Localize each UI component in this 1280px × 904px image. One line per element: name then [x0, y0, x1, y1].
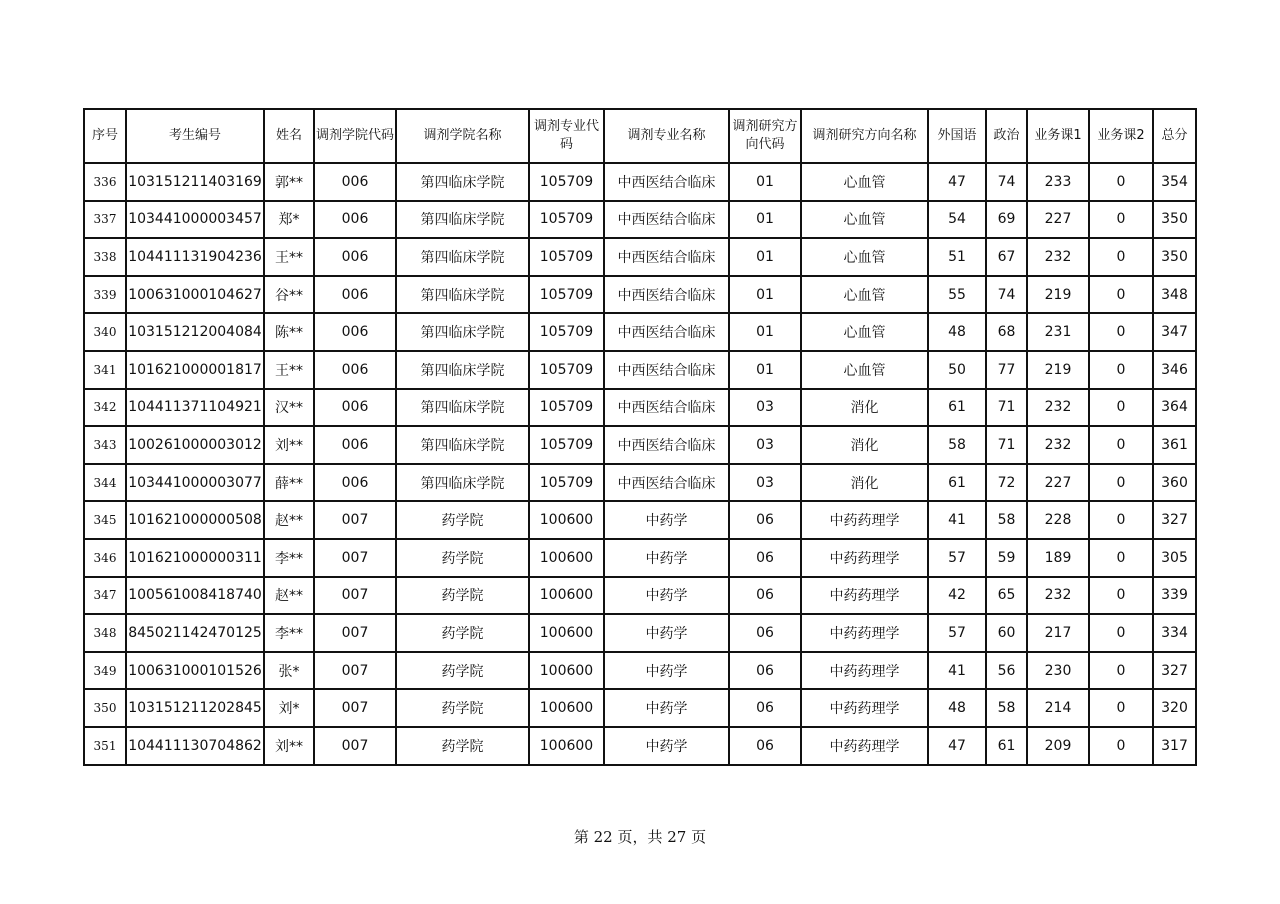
cell-politics: 68 — [986, 313, 1027, 351]
cell-college-code: 006 — [314, 426, 396, 464]
cell-direction-name: 中药药理学 — [801, 614, 928, 652]
cell-foreign-lang: 57 — [928, 539, 986, 577]
cell-name: 刘** — [264, 727, 314, 765]
cell-college-code: 007 — [314, 539, 396, 577]
cell-course1: 227 — [1027, 464, 1089, 502]
cell-foreign-lang: 55 — [928, 276, 986, 314]
cell-course1: 227 — [1027, 201, 1089, 239]
cell-major-name: 中西医结合临床 — [604, 238, 729, 276]
cell-college-name: 药学院 — [396, 501, 529, 539]
cell-course2: 0 — [1089, 501, 1153, 539]
cell-direction-name: 中药药理学 — [801, 652, 928, 690]
cell-exam-id: 104411371104921 — [126, 389, 264, 427]
cell-major-code: 100600 — [529, 689, 604, 727]
cell-direction-code: 06 — [729, 652, 801, 690]
cell-seq: 349 — [84, 652, 126, 690]
header-total: 总分 — [1153, 109, 1196, 163]
table-row — [84, 163, 1196, 201]
cell-major-code: 105709 — [529, 163, 604, 201]
cell-college-name: 药学院 — [396, 689, 529, 727]
cell-total: 334 — [1153, 614, 1196, 652]
cell-major-name: 中药学 — [604, 577, 729, 615]
header-direction-code: 调剂研究方向代码 — [729, 109, 801, 163]
cell-major-name: 中西医结合临床 — [604, 426, 729, 464]
cell-name: 李** — [264, 539, 314, 577]
cell-major-code: 105709 — [529, 276, 604, 314]
cell-exam-id: 103151211202845 — [126, 689, 264, 727]
cell-course1: 189 — [1027, 539, 1089, 577]
cell-politics: 59 — [986, 539, 1027, 577]
cell-seq: 344 — [84, 464, 126, 502]
cell-course1: 232 — [1027, 577, 1089, 615]
cell-seq: 341 — [84, 351, 126, 389]
header-college-code: 调剂学院代码 — [314, 109, 396, 163]
cell-foreign-lang: 61 — [928, 389, 986, 427]
cell-foreign-lang: 51 — [928, 238, 986, 276]
cell-college-name: 第四临床学院 — [396, 464, 529, 502]
cell-direction-name: 中药药理学 — [801, 577, 928, 615]
cell-total: 317 — [1153, 727, 1196, 765]
header-direction-name: 调剂研究方向名称 — [801, 109, 928, 163]
cell-direction-code: 06 — [729, 539, 801, 577]
cell-college-name: 药学院 — [396, 614, 529, 652]
cell-direction-code: 06 — [729, 727, 801, 765]
cell-major-code: 100600 — [529, 614, 604, 652]
cell-college-name: 第四临床学院 — [396, 313, 529, 351]
cell-seq: 340 — [84, 313, 126, 351]
cell-seq: 343 — [84, 426, 126, 464]
cell-course2: 0 — [1089, 313, 1153, 351]
cell-total: 350 — [1153, 238, 1196, 276]
cell-course2: 0 — [1089, 689, 1153, 727]
cell-major-name: 中药学 — [604, 501, 729, 539]
table-row — [84, 501, 1196, 539]
cell-politics: 56 — [986, 652, 1027, 690]
cell-direction-code: 06 — [729, 689, 801, 727]
table-row — [84, 539, 1196, 577]
cell-foreign-lang: 41 — [928, 501, 986, 539]
cell-major-code: 100600 — [529, 652, 604, 690]
header-major-name: 调剂专业名称 — [604, 109, 729, 163]
cell-major-name: 中药学 — [604, 652, 729, 690]
cell-college-name: 药学院 — [396, 577, 529, 615]
cell-name: 王** — [264, 351, 314, 389]
cell-direction-code: 06 — [729, 614, 801, 652]
cell-direction-code: 03 — [729, 389, 801, 427]
cell-seq: 351 — [84, 727, 126, 765]
cell-total: 339 — [1153, 577, 1196, 615]
cell-politics: 58 — [986, 501, 1027, 539]
cell-major-code: 100600 — [529, 539, 604, 577]
cell-college-name: 药学院 — [396, 652, 529, 690]
table-row — [84, 577, 1196, 615]
table-row — [84, 389, 1196, 427]
cell-direction-name: 心血管 — [801, 201, 928, 239]
cell-exam-id: 845021142470125 — [126, 614, 264, 652]
table-row — [84, 201, 1196, 239]
cell-course2: 0 — [1089, 238, 1153, 276]
cell-name: 薛** — [264, 464, 314, 502]
cell-direction-code: 03 — [729, 426, 801, 464]
cell-college-code: 007 — [314, 652, 396, 690]
cell-direction-name: 消化 — [801, 464, 928, 502]
cell-total: 346 — [1153, 351, 1196, 389]
cell-seq: 350 — [84, 689, 126, 727]
cell-major-name: 中药学 — [604, 689, 729, 727]
cell-major-name: 中西医结合临床 — [604, 351, 729, 389]
cell-direction-name: 消化 — [801, 426, 928, 464]
cell-total: 327 — [1153, 501, 1196, 539]
cell-foreign-lang: 54 — [928, 201, 986, 239]
cell-politics: 71 — [986, 389, 1027, 427]
cell-college-name: 第四临床学院 — [396, 389, 529, 427]
cell-exam-id: 103151211403169 — [126, 163, 264, 201]
cell-seq: 337 — [84, 201, 126, 239]
cell-direction-code: 01 — [729, 351, 801, 389]
cell-college-code: 006 — [314, 313, 396, 351]
cell-course2: 0 — [1089, 351, 1153, 389]
cell-course2: 0 — [1089, 652, 1153, 690]
cell-exam-id: 104411131904236 — [126, 238, 264, 276]
cell-direction-code: 06 — [729, 501, 801, 539]
cell-course1: 214 — [1027, 689, 1089, 727]
cell-direction-name: 中药药理学 — [801, 727, 928, 765]
cell-major-name: 中西医结合临床 — [604, 313, 729, 351]
cell-course2: 0 — [1089, 727, 1153, 765]
table-row — [84, 689, 1196, 727]
cell-total: 350 — [1153, 201, 1196, 239]
cell-seq: 347 — [84, 577, 126, 615]
cell-total: 360 — [1153, 464, 1196, 502]
cell-direction-name: 中药药理学 — [801, 501, 928, 539]
cell-course2: 0 — [1089, 426, 1153, 464]
cell-politics: 74 — [986, 276, 1027, 314]
cell-direction-code: 01 — [729, 238, 801, 276]
cell-total: 348 — [1153, 276, 1196, 314]
cell-major-name: 中西医结合临床 — [604, 389, 729, 427]
cell-exam-id: 100631000104627 — [126, 276, 264, 314]
cell-direction-code: 01 — [729, 201, 801, 239]
cell-course2: 0 — [1089, 539, 1153, 577]
cell-total: 347 — [1153, 313, 1196, 351]
cell-seq: 342 — [84, 389, 126, 427]
page-footer: 第 22 页，共 27 页 — [573, 828, 707, 846]
cell-college-code: 007 — [314, 614, 396, 652]
cell-major-code: 105709 — [529, 313, 604, 351]
cell-foreign-lang: 50 — [928, 351, 986, 389]
table-row — [84, 351, 1196, 389]
cell-direction-name: 中药药理学 — [801, 689, 928, 727]
cell-major-name: 中西医结合临床 — [604, 201, 729, 239]
cell-direction-name: 心血管 — [801, 351, 928, 389]
header-row — [84, 109, 1196, 163]
cell-name: 郑* — [264, 201, 314, 239]
cell-college-code: 006 — [314, 464, 396, 502]
cell-major-code: 100600 — [529, 501, 604, 539]
cell-total: 320 — [1153, 689, 1196, 727]
header-politics: 政治 — [986, 109, 1027, 163]
cell-seq: 336 — [84, 163, 126, 201]
cell-foreign-lang: 41 — [928, 652, 986, 690]
cell-total: 305 — [1153, 539, 1196, 577]
cell-college-name: 第四临床学院 — [396, 163, 529, 201]
cell-direction-name: 心血管 — [801, 276, 928, 314]
cell-course2: 0 — [1089, 163, 1153, 201]
cell-exam-id: 103151212004084 — [126, 313, 264, 351]
cell-seq: 348 — [84, 614, 126, 652]
cell-course2: 0 — [1089, 201, 1153, 239]
cell-name: 张* — [264, 652, 314, 690]
cell-politics: 60 — [986, 614, 1027, 652]
cell-major-name: 中药学 — [604, 539, 729, 577]
cell-course1: 219 — [1027, 276, 1089, 314]
admission-table — [83, 108, 1197, 766]
cell-name: 郭** — [264, 163, 314, 201]
cell-politics: 69 — [986, 201, 1027, 239]
cell-course1: 233 — [1027, 163, 1089, 201]
cell-major-code: 105709 — [529, 464, 604, 502]
cell-major-name: 中药学 — [604, 614, 729, 652]
cell-college-code: 006 — [314, 238, 396, 276]
cell-course1: 209 — [1027, 727, 1089, 765]
cell-politics: 72 — [986, 464, 1027, 502]
cell-major-name: 中药学 — [604, 727, 729, 765]
cell-course1: 232 — [1027, 238, 1089, 276]
table-row — [84, 652, 1196, 690]
cell-foreign-lang: 42 — [928, 577, 986, 615]
cell-course1: 228 — [1027, 501, 1089, 539]
cell-college-name: 药学院 — [396, 727, 529, 765]
cell-exam-id: 103441000003077 — [126, 464, 264, 502]
cell-course1: 232 — [1027, 389, 1089, 427]
cell-exam-id: 101621000000508 — [126, 501, 264, 539]
table-row — [84, 426, 1196, 464]
cell-major-code: 105709 — [529, 201, 604, 239]
cell-college-code: 007 — [314, 577, 396, 615]
cell-exam-id: 101621000001817 — [126, 351, 264, 389]
cell-college-code: 006 — [314, 351, 396, 389]
cell-total: 354 — [1153, 163, 1196, 201]
cell-politics: 77 — [986, 351, 1027, 389]
cell-exam-id: 101621000000311 — [126, 539, 264, 577]
cell-name: 赵** — [264, 577, 314, 615]
cell-college-name: 第四临床学院 — [396, 276, 529, 314]
cell-name: 李** — [264, 614, 314, 652]
cell-college-code: 006 — [314, 201, 396, 239]
cell-course2: 0 — [1089, 389, 1153, 427]
cell-direction-name: 心血管 — [801, 163, 928, 201]
header-major-code: 调剂专业代码 — [529, 109, 604, 163]
cell-course2: 0 — [1089, 614, 1153, 652]
cell-major-name: 中西医结合临床 — [604, 464, 729, 502]
cell-college-name: 第四临床学院 — [396, 426, 529, 464]
cell-foreign-lang: 57 — [928, 614, 986, 652]
cell-foreign-lang: 58 — [928, 426, 986, 464]
cell-exam-id: 103441000003457 — [126, 201, 264, 239]
cell-course1: 232 — [1027, 426, 1089, 464]
cell-major-code: 105709 — [529, 238, 604, 276]
cell-course1: 217 — [1027, 614, 1089, 652]
cell-college-name: 药学院 — [396, 539, 529, 577]
cell-politics: 71 — [986, 426, 1027, 464]
cell-politics: 61 — [986, 727, 1027, 765]
cell-major-code: 105709 — [529, 389, 604, 427]
cell-foreign-lang: 47 — [928, 727, 986, 765]
header-seq: 序号 — [84, 109, 126, 163]
cell-name: 陈** — [264, 313, 314, 351]
cell-total: 361 — [1153, 426, 1196, 464]
cell-seq: 346 — [84, 539, 126, 577]
cell-foreign-lang: 47 — [928, 163, 986, 201]
table-row — [84, 238, 1196, 276]
cell-college-code: 006 — [314, 276, 396, 314]
table-row — [84, 464, 1196, 502]
cell-course1: 231 — [1027, 313, 1089, 351]
cell-direction-name: 心血管 — [801, 313, 928, 351]
header-exam-id: 考生编号 — [126, 109, 264, 163]
cell-politics: 65 — [986, 577, 1027, 615]
cell-exam-id: 100261000003012 — [126, 426, 264, 464]
cell-exam-id: 100561008418740 — [126, 577, 264, 615]
cell-college-code: 007 — [314, 727, 396, 765]
cell-direction-code: 03 — [729, 464, 801, 502]
cell-name: 赵** — [264, 501, 314, 539]
table-row — [84, 614, 1196, 652]
cell-direction-code: 06 — [729, 577, 801, 615]
cell-exam-id: 104411130704862 — [126, 727, 264, 765]
cell-major-code: 105709 — [529, 351, 604, 389]
cell-name: 刘** — [264, 426, 314, 464]
cell-college-name: 第四临床学院 — [396, 238, 529, 276]
cell-direction-name: 消化 — [801, 389, 928, 427]
cell-course2: 0 — [1089, 276, 1153, 314]
cell-name: 汉** — [264, 389, 314, 427]
cell-college-name: 第四临床学院 — [396, 201, 529, 239]
cell-name: 刘* — [264, 689, 314, 727]
cell-politics: 67 — [986, 238, 1027, 276]
header-college-name: 调剂学院名称 — [396, 109, 529, 163]
table-row — [84, 727, 1196, 765]
cell-course1: 230 — [1027, 652, 1089, 690]
cell-major-name: 中西医结合临床 — [604, 276, 729, 314]
cell-name: 谷** — [264, 276, 314, 314]
cell-exam-id: 100631000101526 — [126, 652, 264, 690]
cell-course2: 0 — [1089, 464, 1153, 502]
cell-foreign-lang: 61 — [928, 464, 986, 502]
cell-course1: 219 — [1027, 351, 1089, 389]
cell-college-name: 第四临床学院 — [396, 351, 529, 389]
cell-major-code: 105709 — [529, 426, 604, 464]
cell-foreign-lang: 48 — [928, 313, 986, 351]
cell-college-code: 006 — [314, 163, 396, 201]
cell-direction-code: 01 — [729, 313, 801, 351]
cell-seq: 339 — [84, 276, 126, 314]
header-name: 姓名 — [264, 109, 314, 163]
cell-course2: 0 — [1089, 577, 1153, 615]
header-course2: 业务课2 — [1089, 109, 1153, 163]
cell-seq: 338 — [84, 238, 126, 276]
cell-college-code: 007 — [314, 501, 396, 539]
cell-college-code: 007 — [314, 689, 396, 727]
cell-major-code: 100600 — [529, 577, 604, 615]
cell-direction-code: 01 — [729, 276, 801, 314]
cell-total: 364 — [1153, 389, 1196, 427]
cell-major-code: 100600 — [529, 727, 604, 765]
header-foreign-lang: 外国语 — [928, 109, 986, 163]
cell-major-name: 中西医结合临床 — [604, 163, 729, 201]
cell-total: 327 — [1153, 652, 1196, 690]
table-row — [84, 276, 1196, 314]
cell-direction-name: 心血管 — [801, 238, 928, 276]
cell-name: 王** — [264, 238, 314, 276]
cell-foreign-lang: 48 — [928, 689, 986, 727]
cell-direction-code: 01 — [729, 163, 801, 201]
table-row — [84, 313, 1196, 351]
cell-college-code: 006 — [314, 389, 396, 427]
header-course1: 业务课1 — [1027, 109, 1089, 163]
cell-direction-name: 中药药理学 — [801, 539, 928, 577]
cell-politics: 58 — [986, 689, 1027, 727]
cell-seq: 345 — [84, 501, 126, 539]
cell-politics: 74 — [986, 163, 1027, 201]
